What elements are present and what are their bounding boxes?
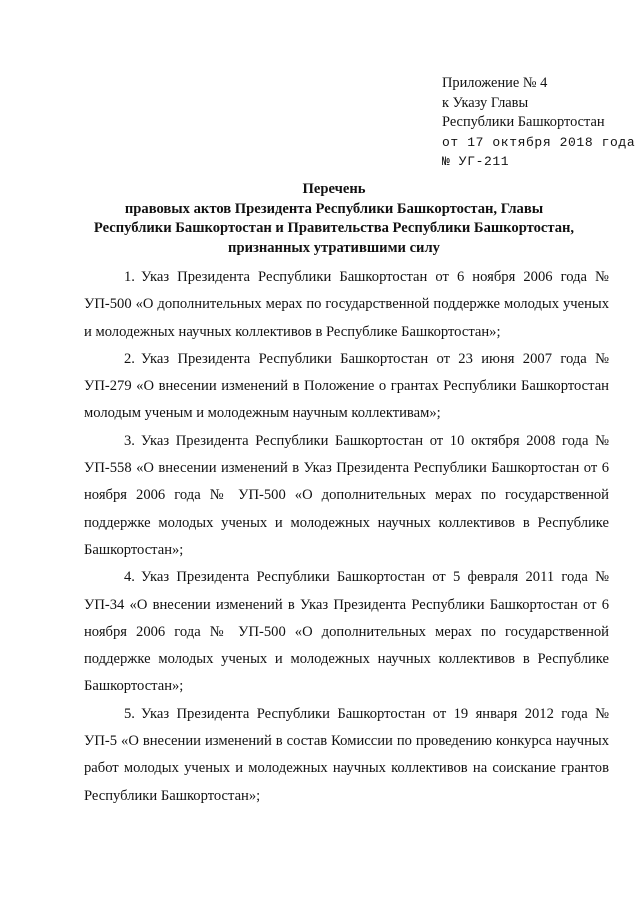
title-line-3: Республики Башкортостан и Правительства Республики Башкортостан,: [93, 220, 575, 236]
item-text: Указ Президента Республики Башкортостан от 5 февраля 2011 года № УП-34 «О внесении изменений в Указ Президента Республики Башкортостан от 6 ноября 2006 года № УП-500 «О дополнительных мерах по государственной поддержке молодых ученых и молодежных научных коллективов в Республике Башкортостан»;: [84, 569, 609, 695]
item-number: 1.: [124, 269, 135, 285]
appendix-header: [442, 74, 636, 172]
appendix-republic: Республики Башкортостан: [442, 114, 605, 130]
appendix-date: от 17 октября 2018 года: [442, 134, 636, 150]
item-text: Указ Президента Республики Башкортостан от 6 ноября 2006 года № УП-500 «О дополнительных мерах по государственной поддержке молодых ученых и молодежных научных коллективов в Республике Башкортостан»;: [84, 269, 609, 340]
list-item: [84, 701, 609, 810]
item-number: 5.: [124, 705, 135, 722]
list-item: [84, 564, 609, 700]
item-text: Указ Президента Республики Башкортостан от 19 января 2012 года № УП-5 «О внесении изменений в состав Комиссии по проведению конкурса научных работ молодых ученых и молодежных научных коллективов на соискание грантов Республики Башкортостан»;: [84, 705, 609, 804]
item-number: 3.: [124, 432, 135, 449]
document-title: [60, 180, 608, 258]
item-number: 2.: [124, 350, 135, 367]
list-item: [84, 346, 609, 428]
list-item: [84, 264, 609, 346]
appendix-number: Приложение № 4: [442, 75, 548, 91]
appendix-decree-ref: к Указу Главы: [442, 94, 529, 111]
item-number: 4.: [124, 569, 135, 586]
item-text: Указ Президента Республики Башкортостан от 23 июня 2007 года № УП-279 «О внесении изменений в Положение о грантах Республики Башкортостан молодым ученым и молодежным научным коллективам»;: [84, 350, 609, 422]
title-line-4: признанных утратившими силу: [228, 239, 440, 256]
acts-list: [84, 264, 609, 810]
list-item: [84, 428, 609, 564]
title-line-2: правовых актов Президента Республики Башкортостан, Главы: [124, 200, 544, 217]
appendix-decree-number: № УГ-211: [442, 154, 510, 169]
title-line-1: Перечень: [302, 181, 366, 197]
item-text: Указ Президента Республики Башкортостан от 10 октября 2008 года № УП-558 «О внесении изменений в Указ Президента Республики Башкортостан от 6 ноября 2006 года № УП-500 «О дополнительных мерах по государственной поддержке молодых ученых и молодежных научных коллективов в Республике Башкортостан»;: [84, 432, 609, 558]
